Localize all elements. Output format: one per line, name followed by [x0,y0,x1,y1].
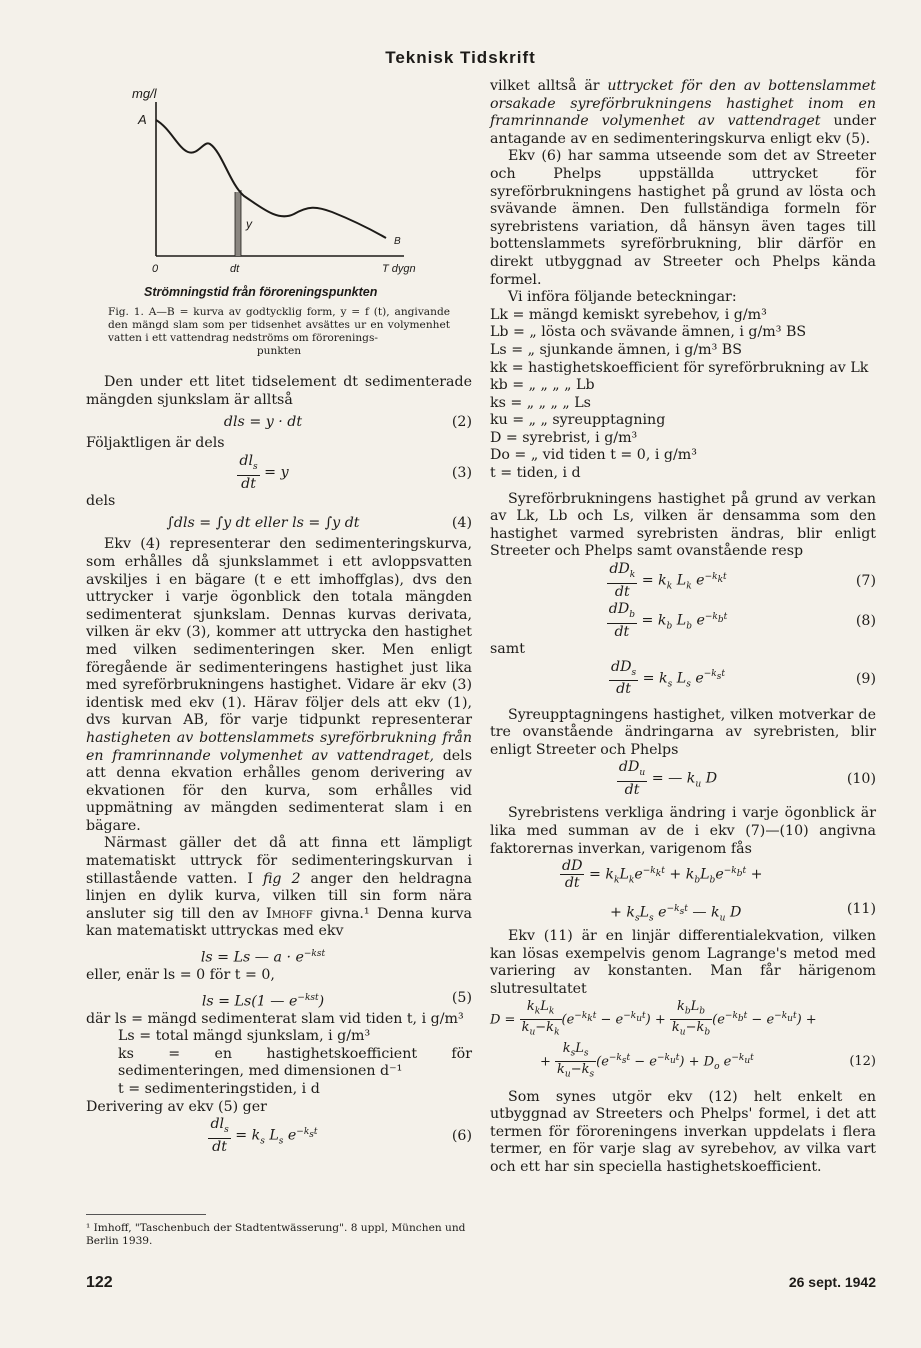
equation-ls: ls = Ls — $a \cdot e^{-kst}$ [200,949,326,966]
paragraph: Ekv (11) är en linjär differentialekvation, vilken kan lösas exempelvis genom Lagrange's metod med variering av konstanten. Man får härigenom slutresultatet [490,928,876,997]
point-b-label: B [394,236,401,247]
equation-5: ls = Ls(1 — $e^{-kst}$) (5) [201,989,472,1010]
notation-list: Lk = mängd kemiskt syrebehov, i g/m³ Lb = „ lösta och svävande ämnen, i g/m³ BS Ls = „ sjunkande ämnen, i g/m³ BS kk = hastighetskoefficient för syreförbrukning av Lk kb = „ „ „ „ Lb ks = „ „ „ „ Ls ku = „ „ syreupptagning D = syrebrist, i g/m³ Do = „ vid tiden t = 0, i g/m³ t = tiden, i d [490,306,869,482]
origin-label: 0 [152,263,159,275]
paragraph: dels [86,492,116,509]
paragraph: Syrebristens verkliga ändring i varje ögonblick är lika med summan av de i ekv (7)—(10) angivna faktorernas inverkan, varigenom fås [490,805,876,857]
issue-date: 26 sept. 1942 [788,1274,876,1290]
paragraph: eller, enär ls = 0 för t = 0, [86,967,275,984]
paragraph: Som synes utgör ekv (12) helt enkelt en utbyggnad av Streeters och Phelps' formel, i det att termen för föroreningens inverkan uppdelats i flera termer, en för varje slag av syrebehov, av vilka vart och ett har sin speciella hastighetskoefficient. [490,1088,876,1175]
equation-9: $\frac{dD_s}{dt}$ = $k_s$ $L_s$ $e^{-k_st}$ (9) [611,658,876,698]
paragraph: Syreförbrukningens hastighet på grund av verkan av Lk, Lb och Ls, vilken är densamma som den hastighet varmed syrebristen ändras, blir enligt Streeter och Phelps samt ovanstående resp [490,490,876,560]
footnote: ¹ Imhoff, "Taschenbuch der Stadtentwässerung". 8 uppl, München und Berlin 1939. [86,1222,466,1247]
definition-list: där ls = mängd sedimenterat slam vid tiden t, i g/m³ Ls = total mängd sjunkslam, i g/m³ ks = en hastighetskoefficient för sedimenteringen, med dimensionen d⁻¹ t = sedimenteringstiden, i d [86,1010,472,1097]
curve-ab [156,120,386,238]
equation-11: $\frac{dD}{dt}$ = $k_kL_ke^{-k_kt} + k_bL_be^{-k_bt}$ + [562,858,763,892]
paragraph: Närmast gäller det då att finna ett lämpligt matematiskt uttryck för sedimenteringskurvan i stillastående vatten. I fig 2 anger den heldragna linjen en dylik kurva, vilken till sin form nära ansluter sig till den av Imhoff givna.¹ Denna kurva kan matematiskt uttryckas med ekv [86,835,472,940]
equation-12: D = $\frac{k_kL_k}{k_u-k_k}$ $(e^{-k_kt} - e^{-k_ut})$ + $\frac{k_bL_b}{k_u-k_b}$ $(e^{-k_bt} - e^{-k_ut})$ + [490,998,817,1038]
journal-header: Teknisk Tidskrift [385,48,536,67]
page-number: 122 [86,1274,113,1291]
paragraph: vilket alltså är uttrycket för den av bottenslammet orsakade syreförbrukningens hastighet inom en framrinnande volymenhet av vattendraget under antagande av en sedimenteringskurva enligt ekv (5). [490,78,876,147]
equation-7: $\frac{dD_k}{dt}$ = $k_k$ $L_k$ $e^{-k_kt}$ (7) [609,561,876,600]
equation-2: dls = y · dt (2) [223,414,472,431]
x-caption: Strömningstid från föroreningspunkten [144,285,378,299]
equation-12-cont: + $\frac{k_sL_s}{k_u-k_s}$ $(e^{-k_st} - e^{-k_ut}) + D_o$ $e^{-k_ut}$ (12) [540,1040,876,1080]
equation-4: ∫dls = ∫y dt eller ls = ∫y dt (4) [166,515,472,532]
equation-8: $\frac{dD_b}{dt}$ = $k_b$ $L_b$ $e^{-k_bt}$ (8) [608,601,876,640]
equation-6: $\frac{dl_s}{dt}$ = $k_s$ $L_s$ $e^{-k_st}$ (6) [210,1116,472,1156]
y-unit-label: mg/l [132,86,157,101]
point-a-label: A [138,112,147,127]
dt-strip [235,192,241,256]
figure-caption: Fig. 1. A—B = kurva av godtycklig form, y = f (t), angivande den mängd slam som per tidsenhet avsättes ur en volymenhet vatten i ett vattendrag nedströms om förorenings- punkten [108,306,450,357]
figure-1 [86,80,472,302]
sedimentation-curve-chart [86,80,472,302]
equation-3: $\frac{dl_s}{dt}$ = y (3) [239,452,472,492]
paragraph: Ekv (4) representerar den sedimenteringskurva, som erhålles då sjunkslammet i ett avloppsvatten avskiljes i en bägare (t e ett imhoffglas), dvs den uttrycker i varje ögonblick den totala mängden sedimenterat sjunkslam. Dennas kurvas derivata, vilken är ekv (3), kommer att uttrycka den hastighet med vilken sedimenteringen sker. Men enligt föregående är sedimenteringens hastighet just lika med syreförbrukningens hastighet. Vidare är ekv (3) identisk med ekv (1). Härav följer dels att ekv (1), dvs kurvan AB, för varje tidpunkt representerar hastigheten av bottenslammets syreförbrukning från en framrinnande volymenhet av vattendraget, dels att denna ekvation erhålles genom derivering av ekvationen för den kurva, som erhålles vid uppmätning av mängden sedimenterat slam i en bägare. [86,536,472,834]
paragraph: Ekv (6) har samma utseende som det av Streeter och Phelps uppställda uttrycket för syreförbrukningens hastighet på grund av lösta och svävande ämnen. Den fullständiga formeln för syrebristens variation, då hänsyn även tages till bottenslammets syreförbrukning, blir därför en direkt utbyggnad av Streeter och Phelps kända formel. [490,148,876,288]
dt-label: dt [230,263,240,275]
y-label: y [246,217,252,231]
paragraph: Syreupptagningens hastighet, vilken motverkar de tre ovanstående ändringarna av syrebristen, blir enligt Streeter och Phelps [490,706,876,758]
t-label: T dygn [382,263,416,275]
paragraph: Den under ett litet tidselement dt sedimenterade mängden sjunkslam är alltså [86,374,472,408]
footnote-rule [86,1214,206,1215]
equation-10: $\frac{dD_u}{dt}$ = — $k_u$ D (10) [618,759,876,799]
left-column [86,80,472,1156]
paragraph: Derivering av ekv (5) ger [86,1098,267,1115]
right-column [490,78,876,1177]
equation-11-cont: + $k_sL_s$ $e^{-k_st}$ — $k_u$ D (11) [610,901,876,924]
paragraph: Vi införa följande beteckningar: [508,289,737,306]
paragraph: samt [490,641,525,658]
paragraph: Följaktligen är dels [86,435,225,452]
